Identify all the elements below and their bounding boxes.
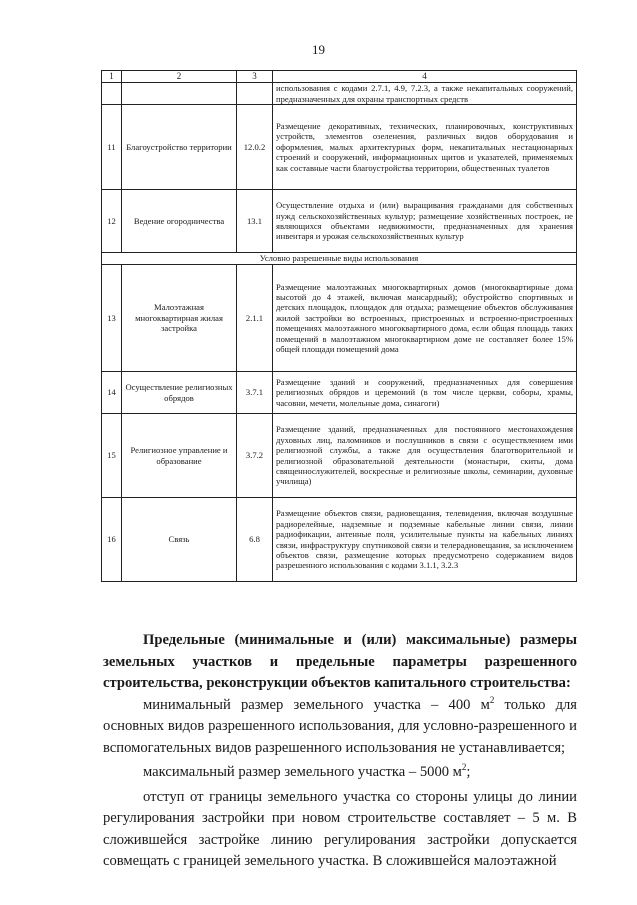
use-type-code: 12.0.2	[237, 105, 273, 190]
use-type-code: 3.7.1	[237, 372, 273, 414]
row-number: 15	[102, 414, 122, 498]
header-col-2: 2	[122, 71, 237, 83]
setback-paragraph: отступ от границы земельного участка со стороны улицы до линии регулирования застройки при новом строительстве составляет – 5 м. В сложившейся застройке линию регулирования застройки допускается совмещать с границей земельного участка. В сложившейся малоэтажной	[103, 788, 577, 869]
use-type-name: Связь	[122, 498, 237, 582]
section-title: Условно разрешенные виды использования	[102, 253, 577, 265]
row-number: 16	[102, 498, 122, 582]
use-type-code: 13.1	[237, 190, 273, 253]
use-type-description: Размещение малоэтажных многоквартирных домов (многоквартирные дома высотой до 4 этажей, включая мансардный); обустройство спортивных и детских площадок, площадок для отдыха; размещение объектов обслуживания жилой застройки во встроенных, пристроенных и встроенно-пристроенных помещениях малоэтажного многоквартирного дома, если общая площадь таких помещений в малоэтажном многоквартирном доме не составляет более 15% общей площади помещений дома	[273, 265, 577, 372]
use-type-description: Размещение декоративных, технических, планировочных, конструктивных устройств, элементов озеленения, различных видов оборудования и оформления, малых архитектурных форм, некапитальных нестационарных строений и сооружений, информационных щитов и указателей, применяемых как составные части благоустройства территории, общественных туалетов	[273, 105, 577, 190]
use-type-name: Осуществление религиозных обрядов	[122, 372, 237, 414]
body-text	[103, 630, 577, 873]
table-row	[102, 498, 577, 582]
use-type-name: Религиозное управление и образование	[122, 414, 237, 498]
continuation-row	[102, 83, 577, 105]
use-type-code: 3.7.2	[237, 414, 273, 498]
use-type-description: Размещение объектов связи, радиовещания, телевидения, включая воздушные радиорелейные, надземные и подземные кабельные линии связи, линии радиофикации, антенные поля, усилительные пункты на кабельных линиях связи, инфраструктуру спутниковой связи и телерадиовещания, за исключением объектов связи, размещение которых предусмотрено содержанием видов разрешенного использования с кодами 3.1.1, 3.2.3	[273, 498, 577, 582]
use-type-code: 6.8	[237, 498, 273, 582]
row-number: 13	[102, 265, 122, 372]
section-title-row	[102, 253, 577, 265]
table-row	[102, 265, 577, 372]
use-type-name: Малоэтажная многоквартирная жилая застройка	[122, 265, 237, 372]
table-row	[102, 105, 577, 190]
table-row	[102, 372, 577, 414]
use-type-description: Размещение зданий и сооружений, предназначенных для совершения религиозных обрядов и церемоний (в том числе церкви, соборы, храмы, часовни, мечети, молельные дома, синагоги)	[273, 372, 577, 414]
use-type-name: Благоустройство территории	[122, 105, 237, 190]
max-size-paragraph: максимальный размер земельного участка – 5000 $м^2$;	[143, 762, 471, 780]
land-use-table	[101, 70, 577, 582]
row-number: 11	[102, 105, 122, 190]
continuation-desc: использования с кодами 2.7.1, 4.9, 7.2.3, а также некапитальных сооружений, предназначенных для охраны транспортных средств	[273, 83, 577, 105]
row-number: 12	[102, 190, 122, 253]
section-heading: Предельные (минимальные и (или) максимальные) размеры земельных участков и предельные параметры разрешенного строительства, реконструкции объектов капитального строительства:	[103, 632, 577, 691]
table-row	[102, 190, 577, 253]
page-number: 19	[312, 42, 325, 57]
header-col-3: 3	[237, 71, 273, 83]
use-type-description: Размещение зданий, предназначенных для постоянного местонахождения духовных лиц, паломников и послушников в связи с осуществлением ими религиозной службы, а также для осуществления благотворительной и религиозной образовательной деятельности (монастыри, скиты, дома священнослужителей, воскресные и религиозные школы, семинарии, духовные училища)	[273, 414, 577, 498]
header-col-4: 4	[273, 71, 577, 83]
table-header-row	[102, 71, 577, 83]
use-type-code: 2.1.1	[237, 265, 273, 372]
row-number: 14	[102, 372, 122, 414]
min-size-paragraph: минимальный размер земельного участка – 400 $м^2$ только для основных видов разрешенного использования, для условно-разрешенного и вспомогательных видов разрешенного использования не устанавливается;	[103, 694, 577, 756]
use-type-name: Ведение огородничества	[122, 190, 237, 253]
header-col-1: 1	[102, 71, 122, 83]
use-type-description: Осуществление отдыха и (или) выращивания гражданами для собственных нужд сельскохозяйственных культур; размещение хозяйственных построек, не являющихся объектами недвижимости, предназначенных для хранения инвентаря и урожая сельскохозяйственных культур	[273, 190, 577, 253]
table-row	[102, 414, 577, 498]
